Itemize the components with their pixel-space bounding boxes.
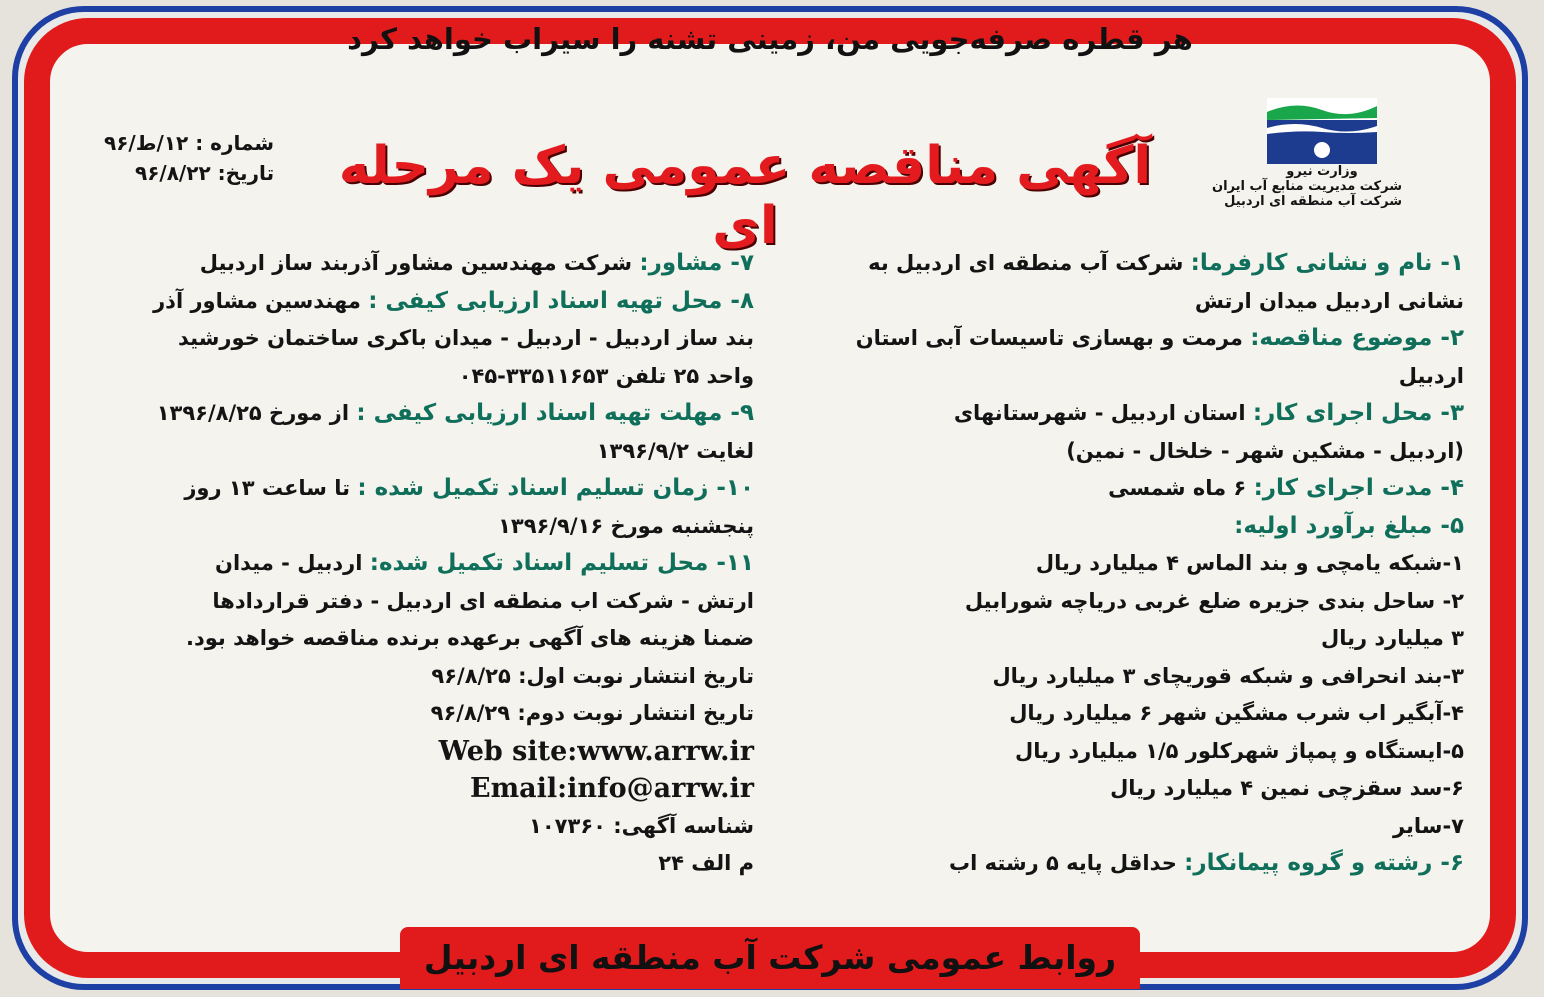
item-11-line2: ارتش - شرکت اب منطقه ای اردبیل - دفتر قراردادها: [212, 588, 754, 613]
motto: هر قطره صرفه‌جویی من، زمینی تشنه را سیراب خواهد کرد: [347, 22, 1193, 56]
item-8: ۸- محل تهیه اسناد ارزیابی کیفی : مهندسین مشاور آذر: [153, 287, 754, 314]
ministry-label: وزارت نیرو: [1286, 164, 1358, 179]
item-3-line2: (اردبیل - مشکین شهر - خلخال - نمین): [1066, 438, 1464, 463]
org-logo: [1212, 98, 1402, 209]
publish-date-2: تاریخ انتشار نوبت دوم: ۹۶/۸/۲۹: [430, 701, 754, 725]
cost-note: ضمنا هزینه های آگهی برعهده برنده مناقصه خواهد بود.: [185, 626, 754, 650]
estimate-3: ۳-بند انحرافی و شبکه قوریچای ۳ میلیارد ریال: [992, 663, 1464, 688]
company-line1: شرکت مدیریت منابع آب ایران: [1212, 179, 1402, 194]
item-5-heading: ۵- مبلغ برآورد اولیه:: [1234, 512, 1464, 539]
ad-id: شناسه آگهی: ۱۰۷۳۶۰: [529, 813, 754, 838]
estimate-2: ۲- ساحل بندی جزیره ضلع غربی دریاچه شورابیل: [964, 588, 1464, 613]
left-column: [84, 245, 754, 883]
item-8-line2: بند ساز اردبیل - اردبیل - میدان باکری ساختمان خورشید: [178, 326, 754, 350]
ad-code: م الف ۲۴: [658, 851, 754, 875]
item-2: ۲- موضوع مناقصه: مرمت و بهسازی تاسیسات آبی استان: [855, 325, 1464, 351]
company-line2: شرکت آب منطقه ای اردبیل: [1224, 194, 1402, 209]
item-11: ۱۱- محل تسلیم اسناد تکمیل شده: اردبیل - میدان: [215, 550, 754, 576]
estimate-4: ۴-آبگیر اب شرب مشگین شهر ۶ میلیارد ریال: [1009, 701, 1464, 725]
item-4: ۴- مدت اجرای کار: ۶ ماه شمسی: [1108, 475, 1464, 501]
item-10-line2: پنجشنبه مورخ ۱۳۹۶/۹/۱۶: [498, 513, 754, 538]
ad-number: شماره : ۱۲/ط/۹۶: [104, 131, 275, 155]
item-10: ۱۰- زمان تسلیم اسناد تکمیل شده : تا ساعت ۱۳ روز: [184, 475, 754, 501]
publish-date-1: تاریخ انتشار نوبت اول: ۹۶/۸/۲۵: [431, 663, 754, 688]
item-7: ۷- مشاور: شرکت مهندسین مشاور آذربند ساز اردبیل: [199, 250, 754, 276]
estimate-7: ۷-سایر: [1392, 813, 1464, 838]
item-8-line3: واحد ۲۵ تلفن ۳۳۵۱۱۶۵۳-۰۴۵: [458, 363, 754, 388]
website-link[interactable]: Web site:www.arrw.ir: [438, 735, 754, 767]
item-9-line2: لغایت ۱۳۹۶/۹/۲: [596, 438, 754, 463]
estimate-5: ۵-ایستگاه و پمپاژ شهرکلور ۱/۵ میلیارد ریال: [1015, 738, 1464, 763]
estimate-2-amount: ۳ میلیارد ریال: [1320, 626, 1464, 650]
estimate-6: ۶-سد سقزچی نمین ۴ میلیارد ریال: [1110, 776, 1464, 800]
item-6: ۶- رشته و گروه پیمانکار: حداقل پایه ۵ رشته اب: [949, 850, 1464, 876]
email-link[interactable]: Email:info@arrw.ir: [470, 773, 754, 804]
estimate-1: ۱-شبکه یامچی و بند الماس ۴ میلیارد ریال: [1035, 551, 1464, 575]
item-1: ۱- نام و نشانی کارفرما: شرکت آب منطقه ای اردبیل به: [868, 250, 1464, 276]
right-column: [774, 245, 1464, 883]
water-wave-logo-icon: [1267, 98, 1377, 164]
ad-date: تاریخ: ۹۶/۸/۲۲: [135, 161, 275, 185]
page-title: آگهی مناقصه عمومی یک مرحله ای: [338, 136, 1152, 256]
item-9: ۹- مهلت تهیه اسناد ارزیابی کیفی : از مورخ ۱۳۹۶/۸/۲۵: [156, 400, 754, 426]
item-1-line2: نشانی اردبیل میدان ارتش: [1194, 288, 1464, 313]
footer-banner: روابط عمومی شرکت آب منطقه ای اردبیل: [400, 927, 1140, 989]
item-2-line2: اردبیل: [1398, 363, 1464, 388]
ad-number-block: [104, 128, 274, 188]
item-3: ۳- محل اجرای کار: استان اردبیل - شهرستانهای: [953, 400, 1464, 426]
